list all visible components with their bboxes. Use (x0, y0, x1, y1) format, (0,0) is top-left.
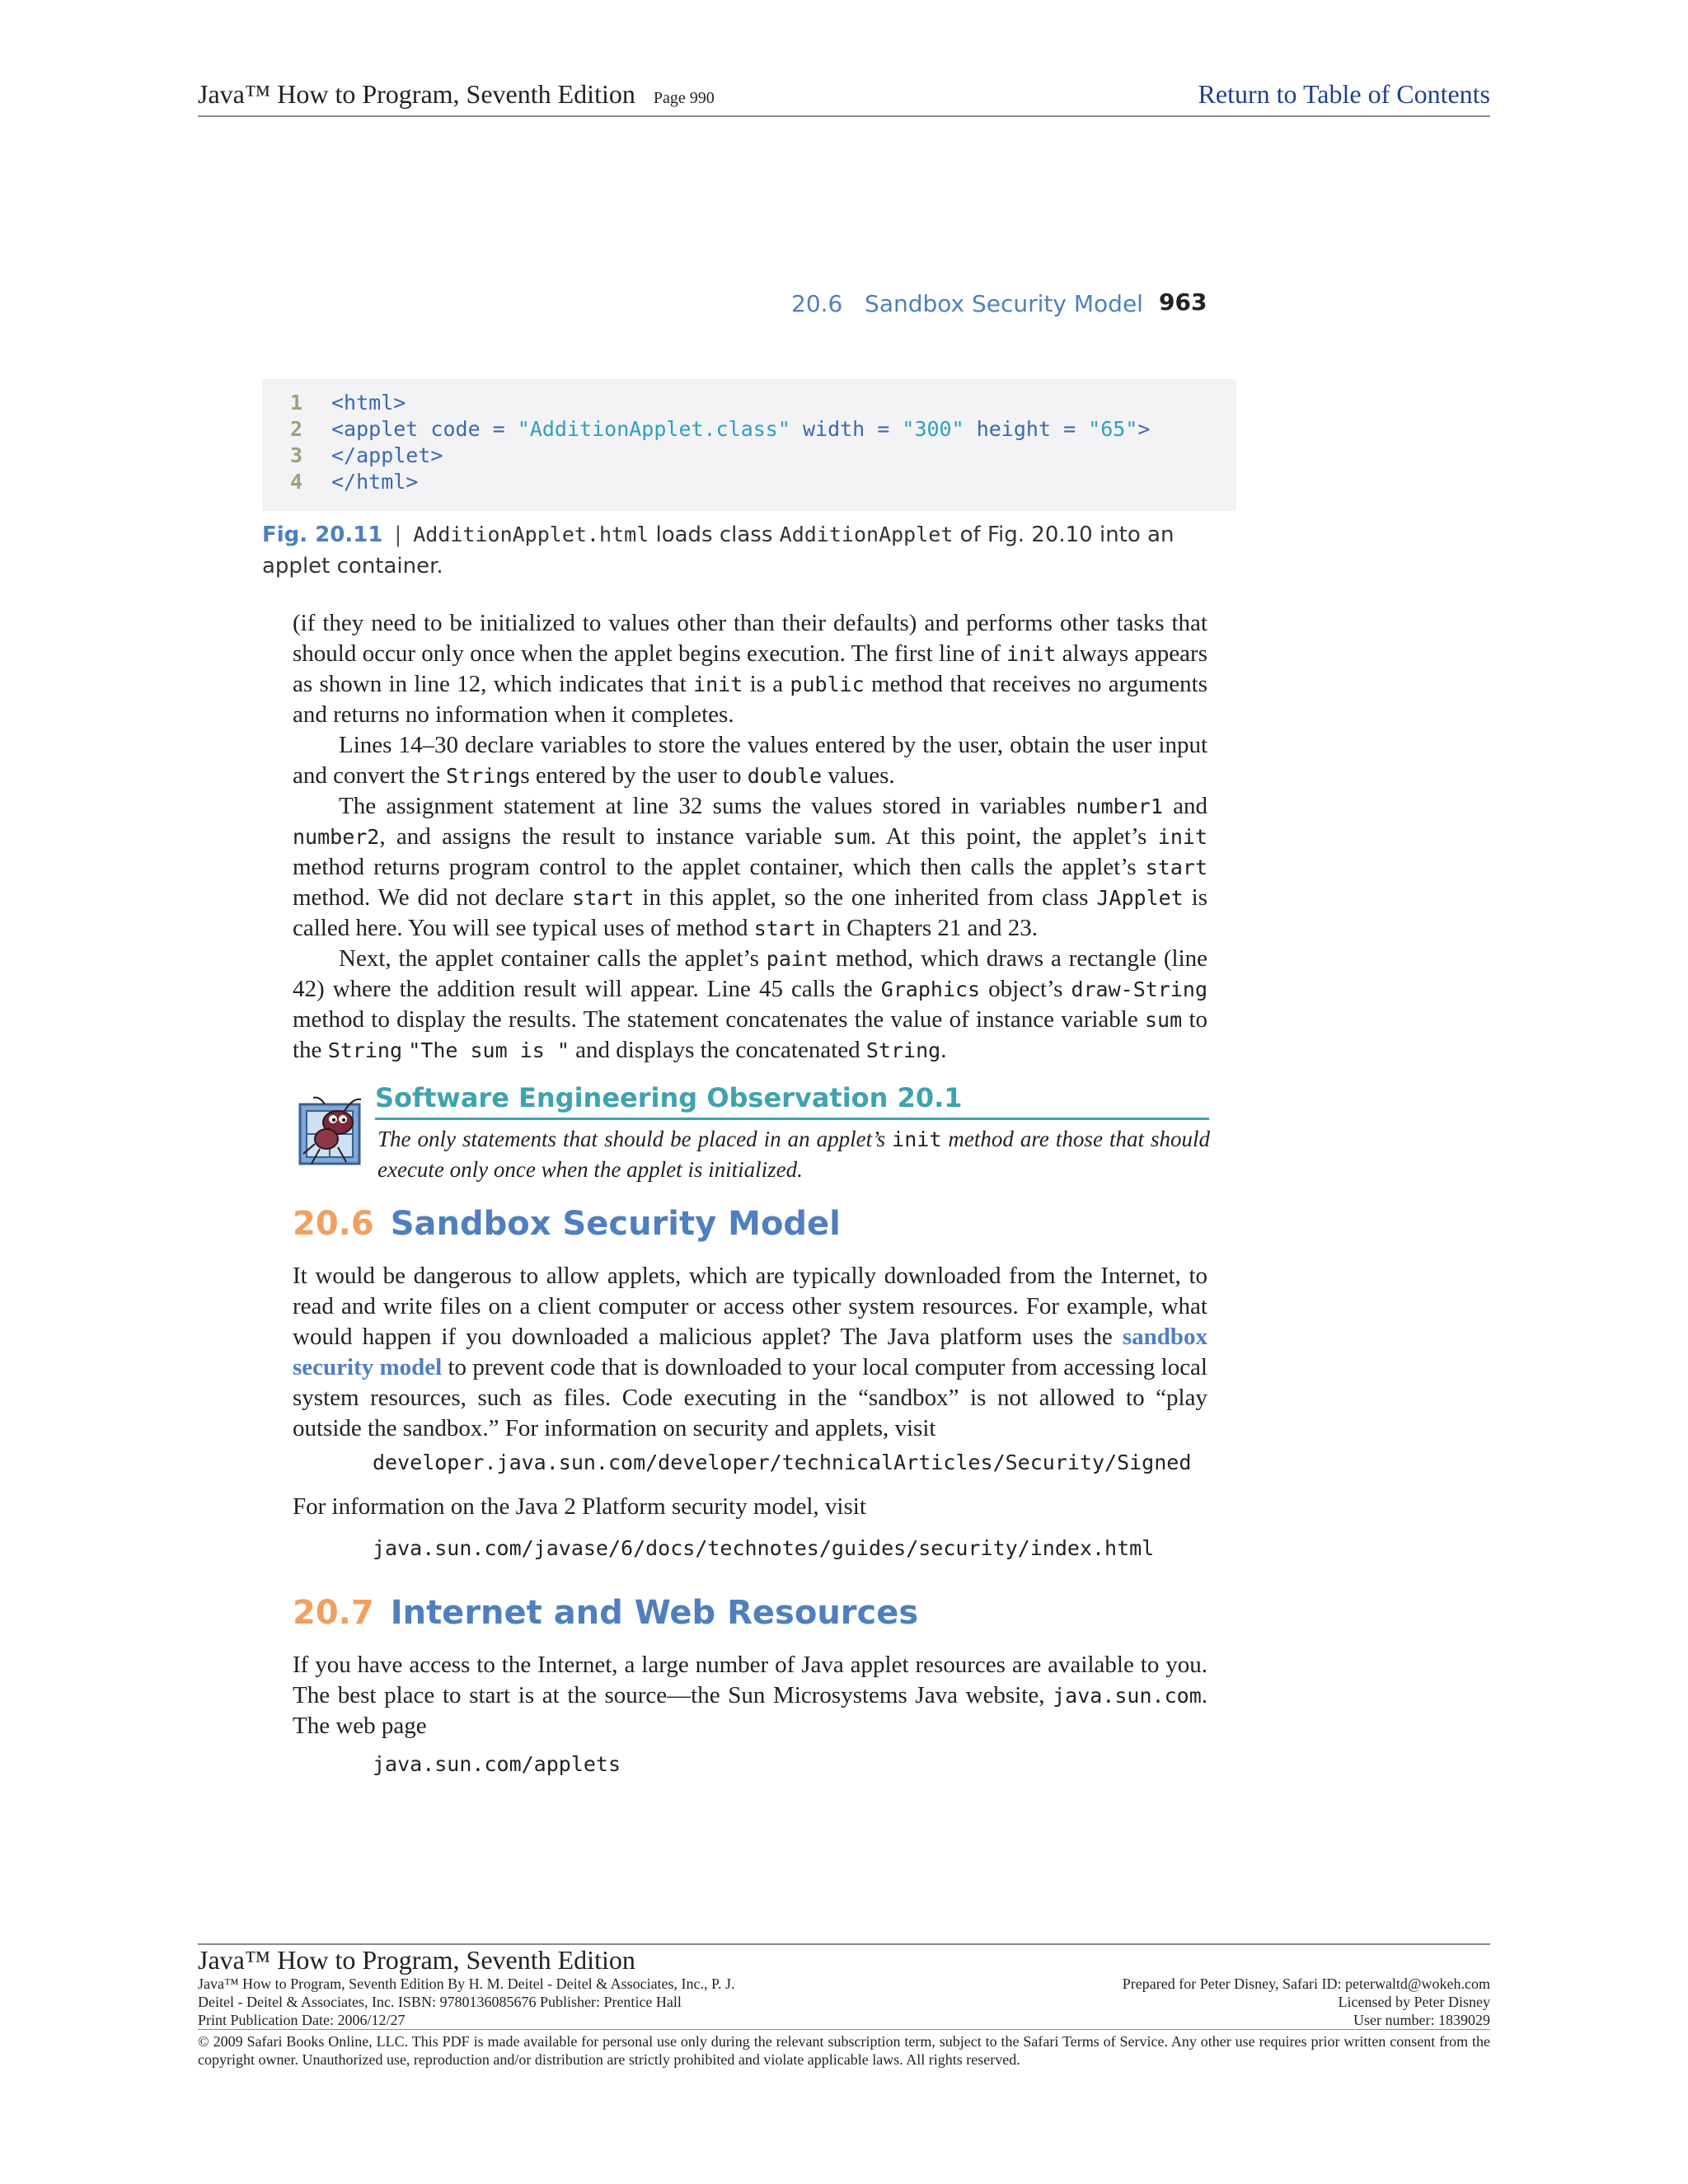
observation-title: Software Engineering Observation 20.1 (375, 1082, 963, 1113)
text-run: (if they need to be initialized to values other than their defaults) and performs other tasks that should occur only once when the applet begins execution. The first line of (293, 610, 1207, 667)
caption-text: of Fig. 20.10 into an applet container. (262, 523, 1175, 579)
inline-code: "The sum is " (408, 1038, 570, 1062)
figure-label: Fig. 20.11 (262, 523, 383, 547)
section-title: Sandbox Security Model (390, 1205, 841, 1243)
text-run: , and assigns the result to instance variable (379, 823, 833, 850)
footer-book-info: Deitel - Deitel & Associates, Inc. ISBN: 9780136085676 Publisher: Prentice Hall (198, 1994, 682, 2010)
url-text: java.sun.com/applets (373, 1752, 621, 1776)
text-run: is a (743, 671, 790, 697)
text-run: always appears as shown in line 12, which indicates that (293, 640, 1207, 697)
code-string: "300" (902, 417, 964, 441)
inline-code: start (753, 916, 817, 940)
footer-divider-2 (198, 2029, 1490, 2030)
body-paragraph (293, 791, 1207, 944)
inline-code: init (1006, 642, 1057, 666)
header-divider (198, 115, 1490, 117)
body-paragraph (293, 1650, 1207, 1741)
text-run: method, which draws a rectangle (line 42) where the addition result will appear. Line 45 calls the (293, 945, 1207, 1002)
text-run: method are those that should execute only once when the applet is initialized. (377, 1127, 1210, 1182)
software-engineering-bug-icon (295, 1093, 369, 1169)
text-run: method to display the results. The statement concatenates the value of instance variable (293, 1006, 1145, 1033)
caption-code: AdditionApplet (779, 523, 954, 546)
section-title: Internet and Web Resources (390, 1594, 919, 1632)
text-run: values. (822, 762, 895, 789)
inline-code: public (790, 673, 865, 696)
inline-code: sum (1145, 1008, 1183, 1032)
line-number: 3 (290, 443, 303, 467)
code-listing (262, 379, 1236, 511)
observation-text (377, 1124, 1210, 1184)
text-run: . At this point, the applet’s (870, 823, 1158, 850)
inline-code: number2 (293, 825, 380, 849)
inline-code: double (747, 764, 823, 788)
text-run: in this applet, so the one inherited from class (634, 884, 1097, 911)
text-run: and displays the concatenated (569, 1037, 866, 1063)
code-token: > (1137, 417, 1151, 441)
code-string: "65" (1088, 417, 1138, 441)
text-run: It would be dangerous to allow applets, which are typically downloaded from the Internet, to read and write files on a client computer or access other system resources. For example, what would happen if you downloaded a malicious applet? The Java platform uses the (293, 1263, 1207, 1350)
inline-code: String (446, 764, 521, 788)
line-number: 1 (290, 391, 303, 415)
text-run: object’s (980, 976, 1071, 1002)
code-text: <html> (331, 391, 406, 415)
footer-book-info: Java™ How to Program, Seventh Edition By H. M. Deitel - Deitel & Associates, Inc., P. J. (198, 1975, 735, 1992)
code-text: </applet> (331, 443, 443, 467)
section-number: 20.6 (293, 1205, 374, 1243)
footer-copyright: © 2009 Safari Books Online, LLC. This PDF is made available for personal use only during the relevant subscription term, subject to the Safari Terms of Service. Any other use requires prior written consent from the copyright owner. Unauthorized use, reproduction and/or distribution are strictly prohibited and violate applicable laws. All rights reserved. (198, 2033, 1490, 2068)
text-run: to the (293, 1006, 1207, 1063)
inline-code: init (892, 1127, 942, 1151)
inline-code: java.sun.com (1053, 1684, 1202, 1708)
book-title (198, 79, 715, 110)
inline-code: init (1157, 825, 1207, 849)
inline-code: sum (832, 825, 870, 849)
body-paragraph (293, 944, 1207, 1066)
url-text: developer.java.sun.com/developer/technicalArticles/Security/Signed (373, 1451, 1192, 1474)
body-paragraph (293, 1261, 1207, 1444)
code-string: "AdditionApplet.class" (517, 417, 790, 441)
return-to-toc-link[interactable]: Return to Table of Contents (1198, 79, 1490, 109)
running-head-section: 20.6 Sandbox Security Model (791, 290, 1143, 317)
caption-text: loads class (649, 523, 780, 547)
text-run: . (940, 1037, 947, 1063)
book-title-text: Java™ How to Program, Seventh Edition (198, 79, 635, 109)
code-token: <applet code = (331, 417, 518, 441)
caption-code: AdditionApplet.html (413, 523, 649, 546)
body-paragraph: For information on the Java 2 Platform security model, visit (293, 1493, 866, 1520)
footer-license-info: User number: 1839029 (1353, 2012, 1490, 2028)
observation-rule (375, 1118, 1209, 1120)
code-token: width = (790, 417, 903, 441)
figure-caption (262, 519, 1236, 582)
footer-license-info: Licensed by Peter Disney (1338, 1994, 1490, 2010)
key-term: sandbox security model (293, 1324, 1207, 1380)
inline-code: draw-String (1071, 977, 1208, 1001)
text-run: method. We did not declare (293, 884, 573, 911)
url-text: java.sun.com/javase/6/docs/technotes/guides/security/index.html (373, 1536, 1155, 1560)
line-number: 4 (290, 470, 303, 494)
footer-book-title: Java™ How to Program, Seventh Edition (198, 1945, 635, 1975)
footer-license-info: Prepared for Peter Disney, Safari ID: peterwaltd@wokeh.com (1122, 1975, 1490, 1992)
text-run: to prevent code that is downloaded to your local computer from accessing local system resources, such as files. Code executing in the “sandbox” is not allowed to “play outside the sandbox.” For information on security and applets, visit (293, 1354, 1207, 1441)
text-run: is called here. You will see typical uses of method (293, 884, 1208, 941)
text-run: The only statements that should be placed in an applet’s (377, 1127, 893, 1151)
text-run: method returns program control to the applet container, which then calls the applet’s (293, 854, 1146, 880)
section-heading-20-7 (293, 1594, 918, 1632)
page-label: Page 990 (653, 89, 715, 107)
inline-code: String (327, 1038, 402, 1062)
text-run: Lines 14–30 declare variables to store the values entered by the user, obtain the user input and convert the (293, 732, 1207, 789)
code-token: height = (964, 417, 1089, 441)
text-run: If you have access to the Internet, a large number of Java applet resources are available to you. The best place to start is at the source—the Sun Microsystems Java website, (293, 1652, 1207, 1708)
running-head-page-number: 963 (1159, 288, 1207, 316)
section-number: 20.7 (293, 1594, 374, 1632)
code-text: </html> (331, 470, 419, 494)
text-run: method that receives no arguments and returns no information when it completes. (293, 671, 1208, 728)
text-run: The assignment statement at line 32 sums the values stored in variables (339, 793, 1076, 819)
inline-code: start (572, 886, 635, 910)
text-run: . The web page (293, 1682, 1207, 1739)
inline-code: paint (766, 947, 829, 971)
inline-code: Graphics (880, 977, 981, 1001)
inline-code: start (1145, 855, 1207, 879)
inline-code: init (693, 673, 743, 696)
line-number: 2 (290, 417, 303, 441)
body-paragraph (293, 730, 1207, 791)
text-run: and (1162, 793, 1208, 819)
text-run: Next, the applet container calls the applet’s (339, 945, 767, 972)
inline-code: String (865, 1038, 941, 1062)
text-run: s entered by the user to (520, 762, 748, 789)
caption-separator: | (394, 523, 402, 547)
text-run: in Chapters 21 and 23. (816, 915, 1039, 941)
footer-book-info: Print Publication Date: 2006/12/27 (198, 2012, 406, 2028)
inline-code: JApplet (1096, 886, 1184, 910)
code-text (331, 417, 1150, 441)
section-heading-20-6 (293, 1205, 841, 1243)
body-paragraph (293, 608, 1207, 730)
inline-code: number1 (1076, 794, 1163, 818)
